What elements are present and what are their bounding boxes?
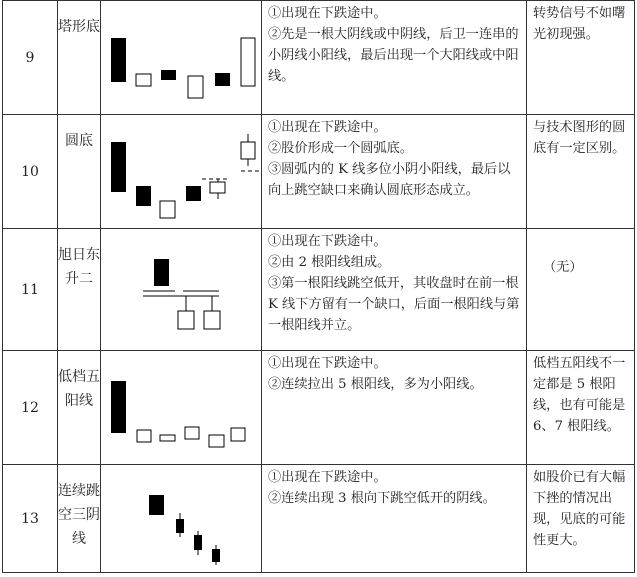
gap-down-bearish-candle [176,519,184,533]
description-line: ③圆弧内的 K 线多位小阴小阳线，最后以向上跳空缺口来确认圆底形态成立。 [268,162,511,198]
pattern-name: 低档五阳线 [58,351,101,465]
description-line: ①出现在下跌途中。 [268,120,387,135]
pattern-figure [101,465,262,573]
small-bullish-candle [231,428,245,441]
table-row [3,115,635,229]
description-line: ②先是一根大阴线或中阴线，后卫一连串的小阴线小阳线，最后出现一个大阳线或中阳线。 [268,27,519,84]
pattern-figure [101,115,262,229]
gap-up-bullish-candle [241,142,255,159]
small-bullish-candle [160,201,175,218]
note-cell: 转势信号不如曙光初现强。 [527,1,635,115]
pattern-name: 圆底 [58,115,101,229]
description-cell [262,1,527,115]
candlestick-pattern-table [2,0,635,573]
pattern-name: 塔形底 [58,1,101,115]
description-line: ①出现在下跌途中。 [268,356,387,371]
bearish-candle [154,259,169,286]
note-cell: 与技术图形的圆底有一定区别。 [527,115,635,229]
small-bullish-candle [188,76,203,98]
description-line: ②股价形成一个圆弧底。 [268,141,414,156]
small-bearish-candle [186,186,201,201]
small-bullish-candle [209,435,224,447]
rounded-bottom-chart [101,115,261,227]
description-line: ③第一根阳线跳空低开，其收盘时在前一根 K 线下方留有一个缺口，后面一根阳线与第一根阳线并立。 [268,276,520,333]
low-five-bullish-chart [101,351,261,463]
note-cell [527,229,635,351]
table-row [3,465,635,573]
row-number: 10 [3,115,58,229]
big-bullish-candle [241,38,255,86]
description-line: ①出现在下跌途中。 [268,234,387,249]
three-gap-down-chart [101,465,261,571]
table-row [3,1,635,115]
note-text: （无） [543,260,583,275]
description-cell [262,115,527,229]
first-bullish-candle [178,311,194,329]
small-bullish-candle [136,74,151,86]
small-bullish-candle [210,182,225,193]
description-line: ②连续出现 3 根向下跳空低开的阴线。 [268,491,496,506]
row-number: 12 [3,351,58,465]
small-bullish-candle [137,430,151,442]
small-bearish-candle [161,70,176,80]
table-row [3,229,635,351]
row-number: 13 [3,465,58,573]
small-bullish-candle [185,427,199,439]
small-bearish-candle [215,73,230,86]
description-line: ②连续拉出 5 根阳线，多为小阳线。 [268,377,483,392]
note-cell: 如股价已有大幅下挫的情况出现，见底的可能性更大。 [527,465,635,573]
pattern-figure [101,1,262,115]
row-number: 11 [3,229,58,351]
gap-down-bearish-candle [212,549,220,562]
description-line: ①出现在下跌途中。 [268,470,387,485]
row-number: 9 [3,1,58,115]
description-line: ②由 2 根阳线组成。 [268,255,391,270]
description-cell [262,465,527,573]
pattern-figure [101,229,262,351]
big-bearish-candle [149,495,164,515]
tower-bottom-chart [101,1,261,113]
description-line: ①出现在下跌途中。 [268,6,387,21]
big-bearish-candle [111,38,126,82]
second-bullish-candle [204,311,220,329]
gap-down-bearish-candle [194,535,202,550]
rising-sun-chart [101,229,261,349]
pattern-name: 旭日东升二 [58,229,101,351]
small-bearish-candle [136,186,151,206]
table-row [3,351,635,465]
big-bearish-candle [111,142,126,192]
big-bearish-candle [111,381,126,433]
pattern-name: 连续跳空三阴线 [58,465,101,573]
description-cell [262,351,527,465]
pattern-figure [101,351,262,465]
description-cell [262,229,527,351]
note-cell: 低档五阳线不一定都是 5 根阳线，也有可能是 6、7 根阳线。 [527,351,635,465]
small-bullish-candle [160,435,175,441]
